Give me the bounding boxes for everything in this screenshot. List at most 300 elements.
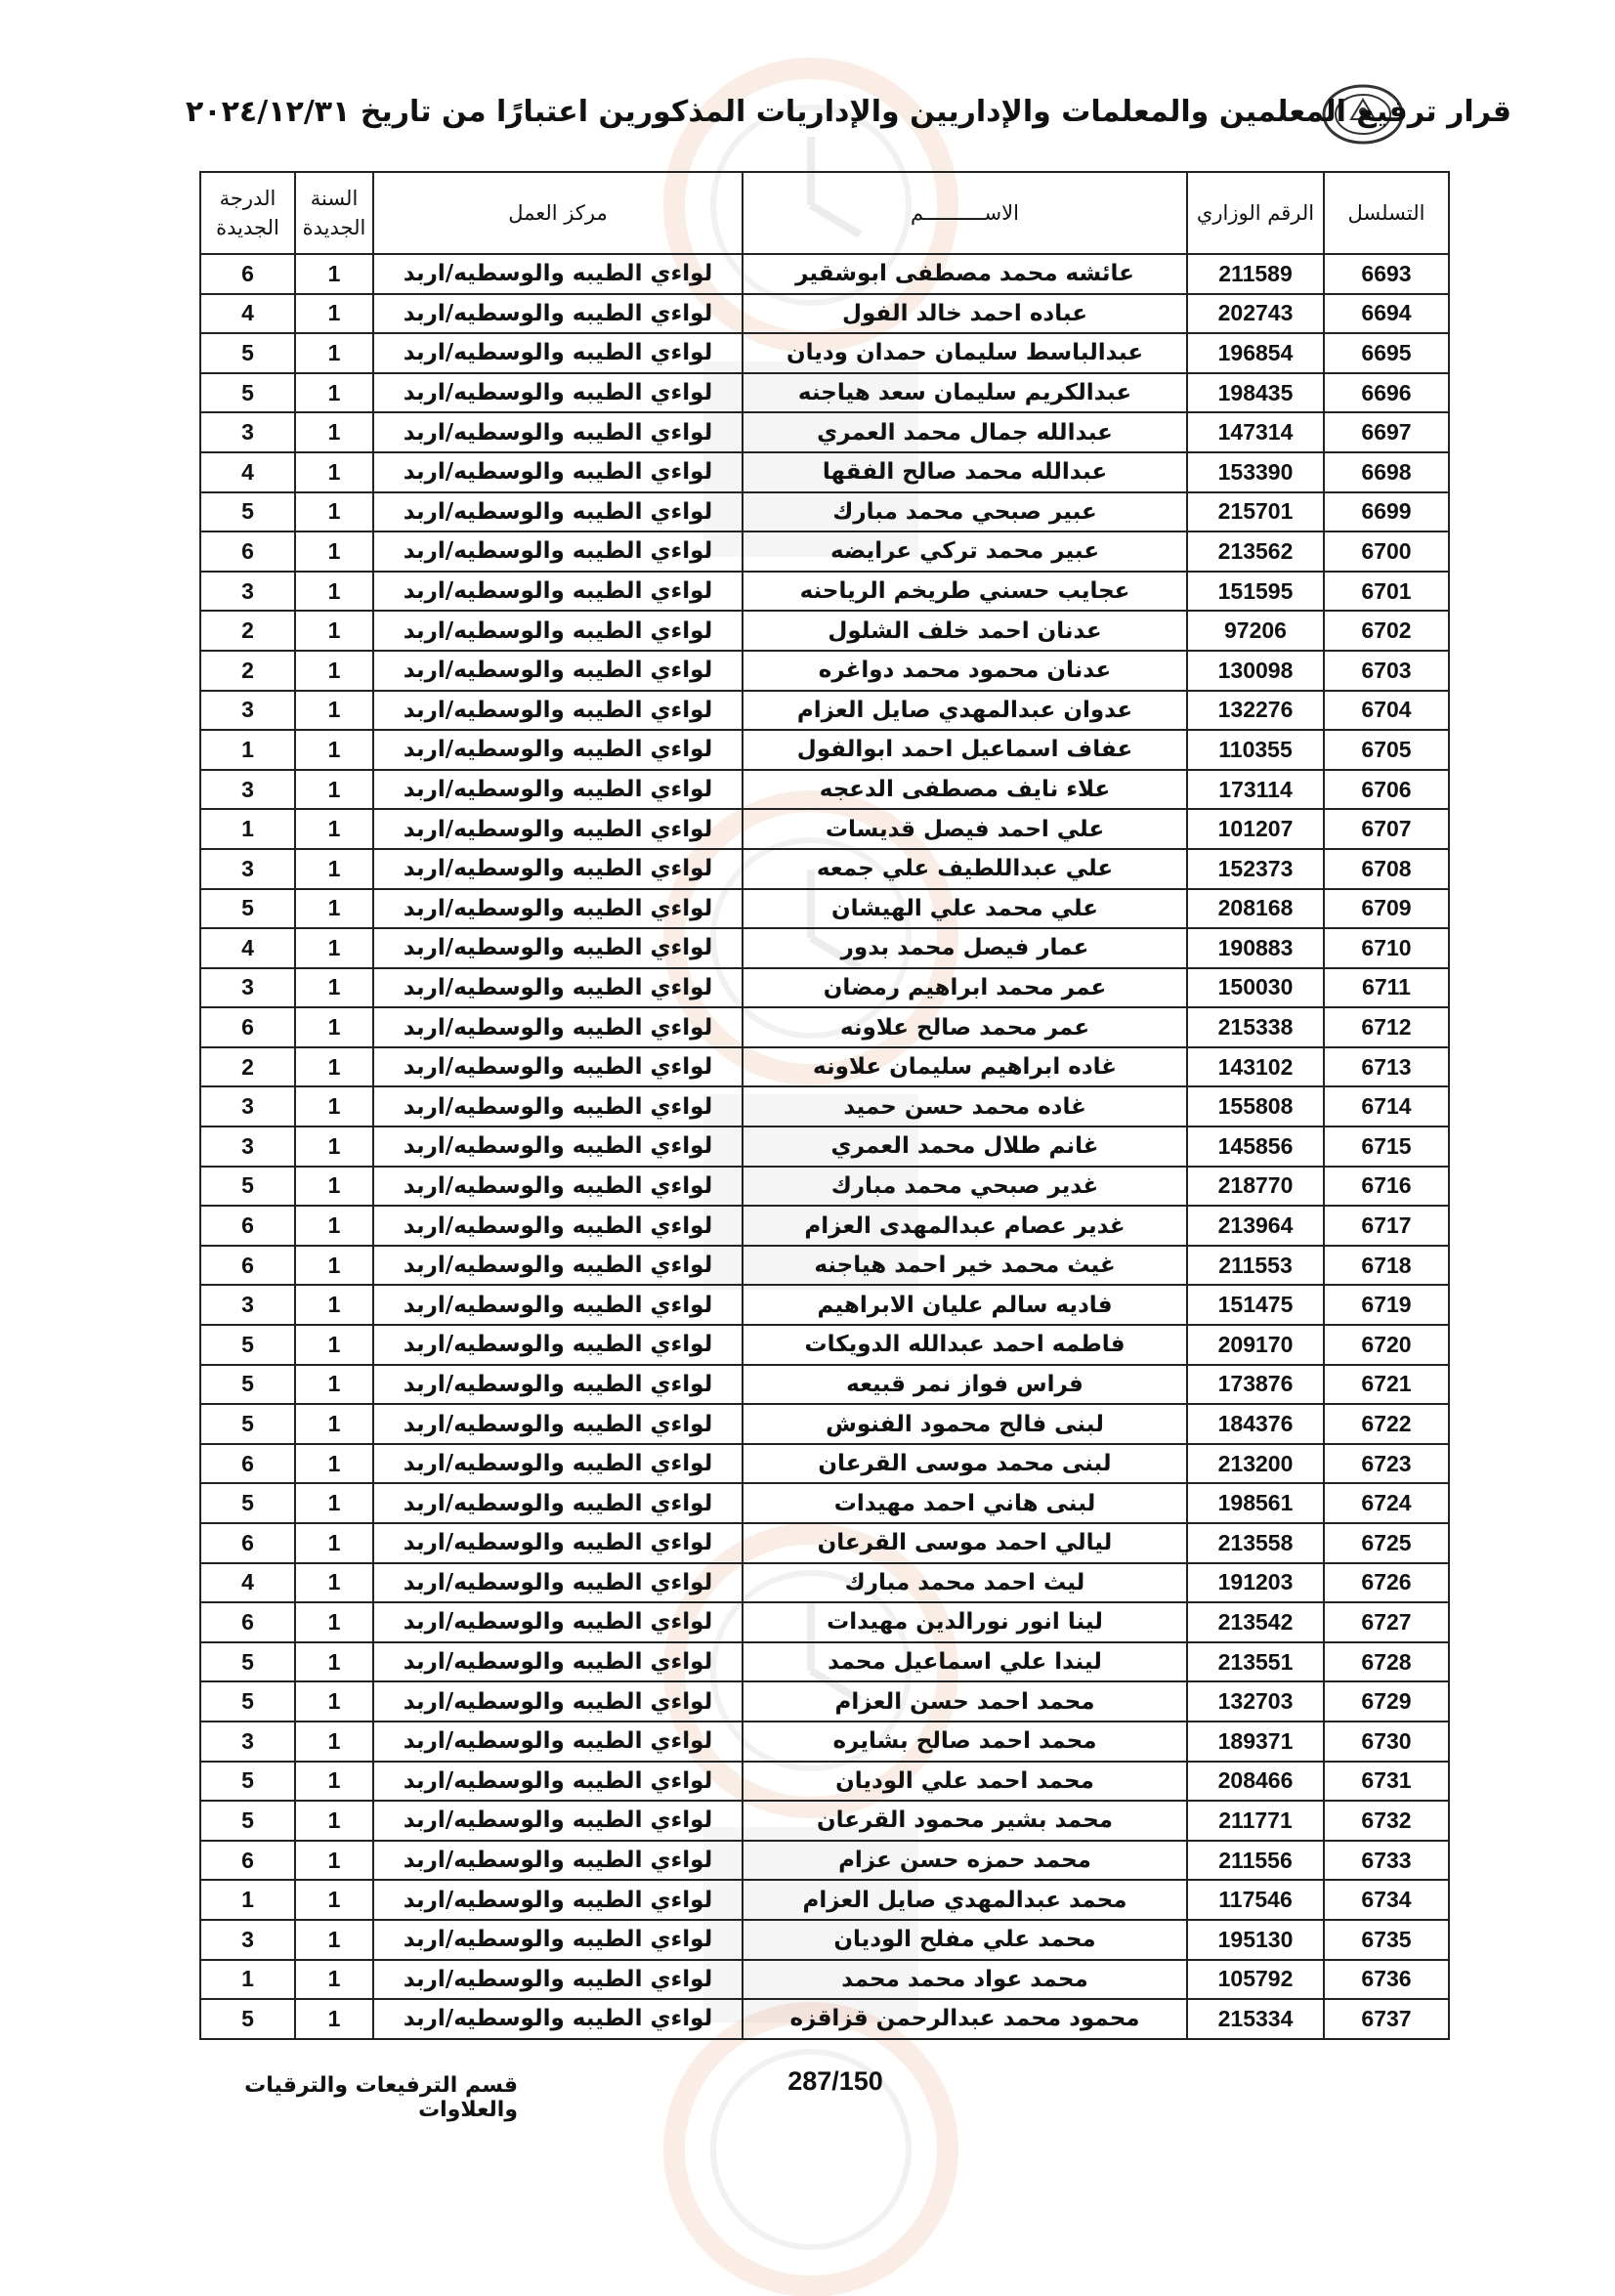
cell-ministry-no: 211771	[1187, 1801, 1324, 1841]
cell-work-center: لواءي الطيبه والوسطيه/اربد	[373, 1086, 743, 1127]
page-number: 287/150	[787, 2066, 883, 2096]
cell-name: محمد حمزه حسن عزام	[743, 1841, 1187, 1881]
cell-work-center: لواءي الطيبه والوسطيه/اربد	[373, 333, 743, 373]
cell-new-grade: 4	[200, 1563, 295, 1603]
table-row	[200, 691, 1449, 731]
cell-new-year: 1	[295, 691, 373, 731]
table-row	[200, 1127, 1449, 1167]
cell-work-center: لواءي الطيبه والوسطيه/اربد	[373, 1325, 743, 1365]
cell-ministry-no: 173114	[1187, 770, 1324, 810]
cell-name: فراس فواز نمر قبيعه	[743, 1365, 1187, 1405]
cell-work-center: لواءي الطيبه والوسطيه/اربد	[373, 1206, 743, 1246]
header-work-center: مركز العمل	[373, 172, 743, 254]
table-row	[200, 889, 1449, 929]
cell-name: علي محمد علي الهيشان	[743, 889, 1187, 929]
cell-work-center: لواءي الطيبه والوسطيه/اربد	[373, 1365, 743, 1405]
cell-new-year: 1	[295, 373, 373, 413]
cell-new-year: 1	[295, 1681, 373, 1722]
cell-ministry-no: 190883	[1187, 928, 1324, 968]
cell-new-year: 1	[295, 254, 373, 294]
cell-ministry-no: 215338	[1187, 1007, 1324, 1047]
cell-name: عمر محمد ابراهيم رمضان	[743, 968, 1187, 1008]
cell-seq: 6718	[1324, 1246, 1449, 1286]
cell-seq: 6731	[1324, 1762, 1449, 1802]
cell-name: علاء نايف مصطفى الدعجه	[743, 770, 1187, 810]
cell-seq: 6703	[1324, 651, 1449, 691]
cell-new-year: 1	[295, 889, 373, 929]
table-row	[200, 1602, 1449, 1642]
cell-name: غدير عصام عبدالمهدى العزام	[743, 1206, 1187, 1246]
cell-new-grade: 5	[200, 492, 295, 532]
cell-work-center: لواءي الطيبه والوسطيه/اربد	[373, 1404, 743, 1444]
cell-ministry-no: 202743	[1187, 294, 1324, 334]
cell-seq: 6719	[1324, 1285, 1449, 1325]
cell-new-grade: 5	[200, 1167, 295, 1207]
cell-ministry-no: 143102	[1187, 1047, 1324, 1087]
cell-new-grade: 3	[200, 572, 295, 612]
cell-ministry-no: 97206	[1187, 611, 1324, 651]
cell-ministry-no: 132703	[1187, 1681, 1324, 1722]
cell-name: محمد احمد صالح بشايره	[743, 1722, 1187, 1762]
header-ministry-no: الرقم الوزاري	[1187, 172, 1324, 254]
cell-seq: 6732	[1324, 1801, 1449, 1841]
cell-new-year: 1	[295, 651, 373, 691]
cell-new-grade: 2	[200, 1047, 295, 1087]
cell-seq: 6697	[1324, 412, 1449, 452]
cell-seq: 6701	[1324, 572, 1449, 612]
cell-ministry-no: 211553	[1187, 1246, 1324, 1286]
cell-name: ليث احمد محمد مبارك	[743, 1563, 1187, 1603]
table-row	[200, 412, 1449, 452]
title-row	[186, 86, 1511, 137]
cell-new-grade: 5	[200, 1404, 295, 1444]
cell-new-year: 1	[295, 809, 373, 849]
cell-new-year: 1	[295, 770, 373, 810]
cell-new-grade: 4	[200, 452, 295, 492]
cell-new-year: 1	[295, 1642, 373, 1682]
cell-ministry-no: 145856	[1187, 1127, 1324, 1167]
cell-new-grade: 5	[200, 373, 295, 413]
cell-new-grade: 3	[200, 770, 295, 810]
table-row	[200, 1880, 1449, 1920]
cell-ministry-no: 208168	[1187, 889, 1324, 929]
cell-new-year: 1	[295, 294, 373, 334]
cell-ministry-no: 150030	[1187, 968, 1324, 1008]
cell-name: عدنان محمود محمد دواغره	[743, 651, 1187, 691]
cell-new-grade: 3	[200, 691, 295, 731]
cell-work-center: لواءي الطيبه والوسطيه/اربد	[373, 1920, 743, 1960]
cell-seq: 6715	[1324, 1127, 1449, 1167]
cell-name: عبدالكريم سليمان سعد هياجنه	[743, 373, 1187, 413]
cell-seq: 6717	[1324, 1206, 1449, 1246]
cell-work-center: لواءي الطيبه والوسطيه/اربد	[373, 373, 743, 413]
cell-ministry-no: 151475	[1187, 1285, 1324, 1325]
cell-name: لبنى فالح محمود الفنوش	[743, 1404, 1187, 1444]
cell-new-year: 1	[295, 1404, 373, 1444]
cell-seq: 6704	[1324, 691, 1449, 731]
cell-work-center: لواءي الطيبه والوسطيه/اربد	[373, 1642, 743, 1682]
cell-name: لبنى هاني احمد مهيدات	[743, 1483, 1187, 1523]
cell-seq: 6713	[1324, 1047, 1449, 1087]
cell-work-center: لواءي الطيبه والوسطيه/اربد	[373, 254, 743, 294]
cell-name: محمد عبدالمهدي صايل العزام	[743, 1880, 1187, 1920]
cell-seq: 6735	[1324, 1920, 1449, 1960]
cell-name: علي عبداللطيف علي جمعه	[743, 849, 1187, 889]
cell-ministry-no: 198561	[1187, 1483, 1324, 1523]
cell-name: غاده ابراهيم سليمان علاونه	[743, 1047, 1187, 1087]
table-row	[200, 373, 1449, 413]
cell-new-grade: 5	[200, 1325, 295, 1365]
cell-new-grade: 6	[200, 254, 295, 294]
cell-seq: 6711	[1324, 968, 1449, 1008]
cell-new-year: 1	[295, 333, 373, 373]
cell-new-grade: 5	[200, 333, 295, 373]
cell-new-year: 1	[295, 531, 373, 572]
cell-new-grade: 5	[200, 1681, 295, 1722]
cell-work-center: لواءي الطيبه والوسطيه/اربد	[373, 1722, 743, 1762]
cell-new-year: 1	[295, 1206, 373, 1246]
table-row	[200, 730, 1449, 770]
header-seq: التسلسل	[1324, 172, 1449, 254]
cell-new-grade: 6	[200, 1523, 295, 1563]
table-row	[200, 1206, 1449, 1246]
cell-work-center: لواءي الطيبه والوسطيه/اربد	[373, 1841, 743, 1881]
cell-work-center: لواءي الطيبه والوسطيه/اربد	[373, 691, 743, 731]
cell-ministry-no: 215334	[1187, 1999, 1324, 2039]
cell-name: عمار فيصل محمد بدور	[743, 928, 1187, 968]
header-new-grade: الدرجة الجديدة	[200, 172, 295, 254]
cell-new-year: 1	[295, 1801, 373, 1841]
cell-new-grade: 4	[200, 928, 295, 968]
department-name: قسم الترفيعات والترقيات والعلاوات	[244, 2073, 518, 2122]
cell-seq: 6696	[1324, 373, 1449, 413]
table-row	[200, 1483, 1449, 1523]
cell-ministry-no: 101207	[1187, 809, 1324, 849]
cell-work-center: لواءي الطيبه والوسطيه/اربد	[373, 849, 743, 889]
cell-new-year: 1	[295, 492, 373, 532]
table-row	[200, 1960, 1449, 2000]
cell-name: لبنى محمد موسى القرعان	[743, 1444, 1187, 1484]
cell-work-center: لواءي الطيبه والوسطيه/اربد	[373, 1285, 743, 1325]
cell-new-grade: 3	[200, 1127, 295, 1167]
table-row	[200, 1325, 1449, 1365]
cell-name: ليندا علي اسماعيل محمد	[743, 1642, 1187, 1682]
cell-seq: 6729	[1324, 1681, 1449, 1722]
cell-ministry-no: 215701	[1187, 492, 1324, 532]
table-row	[200, 254, 1449, 294]
table-row	[200, 531, 1449, 572]
cell-name: محمود محمد عبدالرحمن قزاقزه	[743, 1999, 1187, 2039]
cell-new-year: 1	[295, 1047, 373, 1087]
cell-work-center: لواءي الطيبه والوسطيه/اربد	[373, 1762, 743, 1802]
cell-new-grade: 1	[200, 1880, 295, 1920]
cell-ministry-no: 152373	[1187, 849, 1324, 889]
cell-new-grade: 4	[200, 294, 295, 334]
table-row	[200, 770, 1449, 810]
cell-new-year: 1	[295, 1722, 373, 1762]
cell-new-grade: 2	[200, 611, 295, 651]
cell-seq: 6706	[1324, 770, 1449, 810]
table-row	[200, 294, 1449, 334]
cell-new-year: 1	[295, 452, 373, 492]
cell-ministry-no: 213551	[1187, 1642, 1324, 1682]
cell-new-year: 1	[295, 412, 373, 452]
cell-new-year: 1	[295, 849, 373, 889]
cell-new-year: 1	[295, 1325, 373, 1365]
cell-ministry-no: 213558	[1187, 1523, 1324, 1563]
cell-new-year: 1	[295, 1167, 373, 1207]
cell-work-center: لواءي الطيبه والوسطيه/اربد	[373, 1880, 743, 1920]
cell-new-year: 1	[295, 1880, 373, 1920]
cell-ministry-no: 110355	[1187, 730, 1324, 770]
cell-ministry-no: 213964	[1187, 1206, 1324, 1246]
cell-name: غدير صبحي محمد مبارك	[743, 1167, 1187, 1207]
cell-work-center: لواءي الطيبه والوسطيه/اربد	[373, 770, 743, 810]
cell-new-year: 1	[295, 611, 373, 651]
cell-name: عدوان عبدالمهدي صايل العزام	[743, 691, 1187, 731]
cell-new-year: 1	[295, 928, 373, 968]
cell-new-grade: 3	[200, 1086, 295, 1127]
cell-new-year: 1	[295, 1999, 373, 2039]
cell-new-year: 1	[295, 572, 373, 612]
cell-name: عبدالله جمال محمد العمري	[743, 412, 1187, 452]
cell-seq: 6700	[1324, 531, 1449, 572]
cell-seq: 6710	[1324, 928, 1449, 968]
cell-work-center: لواءي الطيبه والوسطيه/اربد	[373, 730, 743, 770]
table-row	[200, 928, 1449, 968]
cell-name: عائشه محمد مصطفى ابوشقير	[743, 254, 1187, 294]
cell-work-center: لواءي الطيبه والوسطيه/اربد	[373, 1007, 743, 1047]
table-row	[200, 1007, 1449, 1047]
table-row	[200, 1642, 1449, 1682]
cell-ministry-no: 196854	[1187, 333, 1324, 373]
cell-new-year: 1	[295, 1127, 373, 1167]
cell-name: عبدالباسط سليمان حمدان وديان	[743, 333, 1187, 373]
cell-seq: 6695	[1324, 333, 1449, 373]
cell-new-year: 1	[295, 1483, 373, 1523]
cell-name: محمد احمد حسن العزام	[743, 1681, 1187, 1722]
cell-new-grade: 1	[200, 809, 295, 849]
cell-ministry-no: 218770	[1187, 1167, 1324, 1207]
cell-work-center: لواءي الطيبه والوسطيه/اربد	[373, 531, 743, 572]
cell-work-center: لواءي الطيبه والوسطيه/اربد	[373, 492, 743, 532]
cell-work-center: لواءي الطيبه والوسطيه/اربد	[373, 1246, 743, 1286]
cell-work-center: لواءي الطيبه والوسطيه/اربد	[373, 809, 743, 849]
cell-name: غيث محمد خير احمد هياجنه	[743, 1246, 1187, 1286]
cell-seq: 6737	[1324, 1999, 1449, 2039]
cell-new-year: 1	[295, 1285, 373, 1325]
cell-new-grade: 3	[200, 1285, 295, 1325]
cell-seq: 6699	[1324, 492, 1449, 532]
cell-seq: 6708	[1324, 849, 1449, 889]
cell-work-center: لواءي الطيبه والوسطيه/اربد	[373, 1602, 743, 1642]
cell-new-grade: 5	[200, 1999, 295, 2039]
cell-name: عفاف اسماعيل احمد ابوالفول	[743, 730, 1187, 770]
cell-new-year: 1	[295, 1920, 373, 1960]
cell-work-center: لواءي الطيبه والوسطيه/اربد	[373, 651, 743, 691]
cell-name: محمد عواد محمد محمد	[743, 1960, 1187, 2000]
header-new-year: السنة الجديدة	[295, 172, 373, 254]
table-row	[200, 333, 1449, 373]
cell-work-center: لواءي الطيبه والوسطيه/اربد	[373, 1999, 743, 2039]
table-row	[200, 968, 1449, 1008]
cell-seq: 6698	[1324, 452, 1449, 492]
cell-ministry-no: 213562	[1187, 531, 1324, 572]
cell-name: عدنان احمد خلف الشلول	[743, 611, 1187, 651]
table-row	[200, 1444, 1449, 1484]
table-row	[200, 809, 1449, 849]
cell-new-grade: 6	[200, 1841, 295, 1881]
cell-seq: 6693	[1324, 254, 1449, 294]
cell-seq: 6712	[1324, 1007, 1449, 1047]
cell-work-center: لواءي الطيبه والوسطيه/اربد	[373, 412, 743, 452]
cell-new-grade: 3	[200, 412, 295, 452]
cell-work-center: لواءي الطيبه والوسطيه/اربد	[373, 1960, 743, 2000]
cell-new-year: 1	[295, 1523, 373, 1563]
cell-new-grade: 1	[200, 730, 295, 770]
table-row	[200, 1762, 1449, 1802]
cell-seq: 6702	[1324, 611, 1449, 651]
cell-new-grade: 3	[200, 1920, 295, 1960]
cell-work-center: لواءي الطيبه والوسطيه/اربد	[373, 611, 743, 651]
cell-ministry-no: 151595	[1187, 572, 1324, 612]
header-name: الاســــــــــم	[743, 172, 1187, 254]
cell-new-grade: 3	[200, 849, 295, 889]
cell-new-year: 1	[295, 1563, 373, 1603]
cell-new-year: 1	[295, 1246, 373, 1286]
cell-new-year: 1	[295, 968, 373, 1008]
table-row	[200, 651, 1449, 691]
table-row	[200, 1285, 1449, 1325]
cell-work-center: لواءي الطيبه والوسطيه/اربد	[373, 968, 743, 1008]
promotions-table	[199, 171, 1450, 2040]
table-row	[200, 1404, 1449, 1444]
table-row	[200, 1086, 1449, 1127]
cell-name: عجايب حسني طريخم الرياحنه	[743, 572, 1187, 612]
cell-new-grade: 6	[200, 1246, 295, 1286]
table-row	[200, 1563, 1449, 1603]
table-row	[200, 1167, 1449, 1207]
cell-seq: 6707	[1324, 809, 1449, 849]
cell-name: محمد احمد علي الوديان	[743, 1762, 1187, 1802]
cell-seq: 6720	[1324, 1325, 1449, 1365]
cell-new-grade: 6	[200, 531, 295, 572]
table-row	[200, 492, 1449, 532]
cell-work-center: لواءي الطيبه والوسطيه/اربد	[373, 452, 743, 492]
table-row	[200, 1801, 1449, 1841]
document-title: قرار ترفيع المعلمين والمعلمات والإداريين والإداريات المذكورين اعتبارًا من تاريخ ٢٠٢٤/١٢/٣١	[186, 94, 1511, 129]
cell-name: فاديه سالم عليان الابراهيم	[743, 1285, 1187, 1325]
cell-name: غاده محمد حسن حميد	[743, 1086, 1187, 1127]
cell-seq: 6734	[1324, 1880, 1449, 1920]
cell-seq: 6716	[1324, 1167, 1449, 1207]
cell-name: عبير محمد تركي عرايضه	[743, 531, 1187, 572]
cell-new-year: 1	[295, 1007, 373, 1047]
cell-name: عبير صبحي محمد مبارك	[743, 492, 1187, 532]
cell-seq: 6727	[1324, 1602, 1449, 1642]
cell-new-grade: 3	[200, 968, 295, 1008]
cell-seq: 6733	[1324, 1841, 1449, 1881]
table-row	[200, 1365, 1449, 1405]
cell-new-grade: 5	[200, 1365, 295, 1405]
cell-ministry-no: 208466	[1187, 1762, 1324, 1802]
table-row	[200, 1047, 1449, 1087]
cell-work-center: لواءي الطيبه والوسطيه/اربد	[373, 572, 743, 612]
table-row	[200, 1722, 1449, 1762]
cell-ministry-no: 105792	[1187, 1960, 1324, 2000]
cell-ministry-no: 198435	[1187, 373, 1324, 413]
cell-ministry-no: 213542	[1187, 1602, 1324, 1642]
cell-new-year: 1	[295, 730, 373, 770]
cell-work-center: لواءي الطيبه والوسطيه/اربد	[373, 1047, 743, 1087]
cell-name: عبدالله محمد صالح الفقها	[743, 452, 1187, 492]
table-row	[200, 572, 1449, 612]
cell-work-center: لواءي الطيبه والوسطيه/اربد	[373, 889, 743, 929]
table-row	[200, 611, 1449, 651]
table-row	[200, 849, 1449, 889]
cell-seq: 6725	[1324, 1523, 1449, 1563]
cell-ministry-no: 153390	[1187, 452, 1324, 492]
cell-work-center: لواءي الطيبه والوسطيه/اربد	[373, 1563, 743, 1603]
cell-name: عمر محمد صالح علاونه	[743, 1007, 1187, 1047]
cell-work-center: لواءي الطيبه والوسطيه/اربد	[373, 1167, 743, 1207]
cell-work-center: لواءي الطيبه والوسطيه/اربد	[373, 1127, 743, 1167]
cell-ministry-no: 117546	[1187, 1880, 1324, 1920]
cell-ministry-no: 132276	[1187, 691, 1324, 731]
cell-name: فاطمه احمد عبدالله الدويكات	[743, 1325, 1187, 1365]
cell-ministry-no: 155808	[1187, 1086, 1324, 1127]
cell-name: ليالي احمد موسى القرعان	[743, 1523, 1187, 1563]
cell-ministry-no: 211556	[1187, 1841, 1324, 1881]
cell-new-grade: 5	[200, 1801, 295, 1841]
cell-new-grade: 5	[200, 1483, 295, 1523]
cell-new-grade: 6	[200, 1444, 295, 1484]
cell-new-grade: 5	[200, 889, 295, 929]
table-row	[200, 1681, 1449, 1722]
cell-ministry-no: 184376	[1187, 1404, 1324, 1444]
cell-name: عباده احمد خالد الفول	[743, 294, 1187, 334]
cell-new-grade: 6	[200, 1007, 295, 1047]
cell-work-center: لواءي الطيبه والوسطيه/اربد	[373, 1483, 743, 1523]
cell-new-year: 1	[295, 1841, 373, 1881]
table-row	[200, 452, 1449, 492]
table-row	[200, 1523, 1449, 1563]
cell-work-center: لواءي الطيبه والوسطيه/اربد	[373, 1681, 743, 1722]
table-row	[200, 1246, 1449, 1286]
cell-seq: 6722	[1324, 1404, 1449, 1444]
cell-new-grade: 6	[200, 1602, 295, 1642]
cell-ministry-no: 191203	[1187, 1563, 1324, 1603]
cell-seq: 6694	[1324, 294, 1449, 334]
cell-name: لينا انور نورالدين مهيدات	[743, 1602, 1187, 1642]
cell-seq: 6723	[1324, 1444, 1449, 1484]
cell-new-year: 1	[295, 1086, 373, 1127]
cell-new-year: 1	[295, 1762, 373, 1802]
cell-seq: 6721	[1324, 1365, 1449, 1405]
cell-work-center: لواءي الطيبه والوسطيه/اربد	[373, 1444, 743, 1484]
cell-ministry-no: 173876	[1187, 1365, 1324, 1405]
cell-ministry-no: 195130	[1187, 1920, 1324, 1960]
cell-new-grade: 6	[200, 1206, 295, 1246]
cell-new-grade: 3	[200, 1722, 295, 1762]
cell-seq: 6705	[1324, 730, 1449, 770]
cell-work-center: لواءي الطيبه والوسطيه/اربد	[373, 928, 743, 968]
cell-new-grade: 5	[200, 1642, 295, 1682]
table-row	[200, 1841, 1449, 1881]
cell-new-year: 1	[295, 1444, 373, 1484]
cell-work-center: لواءي الطيبه والوسطيه/اربد	[373, 1523, 743, 1563]
cell-new-grade: 5	[200, 1762, 295, 1802]
